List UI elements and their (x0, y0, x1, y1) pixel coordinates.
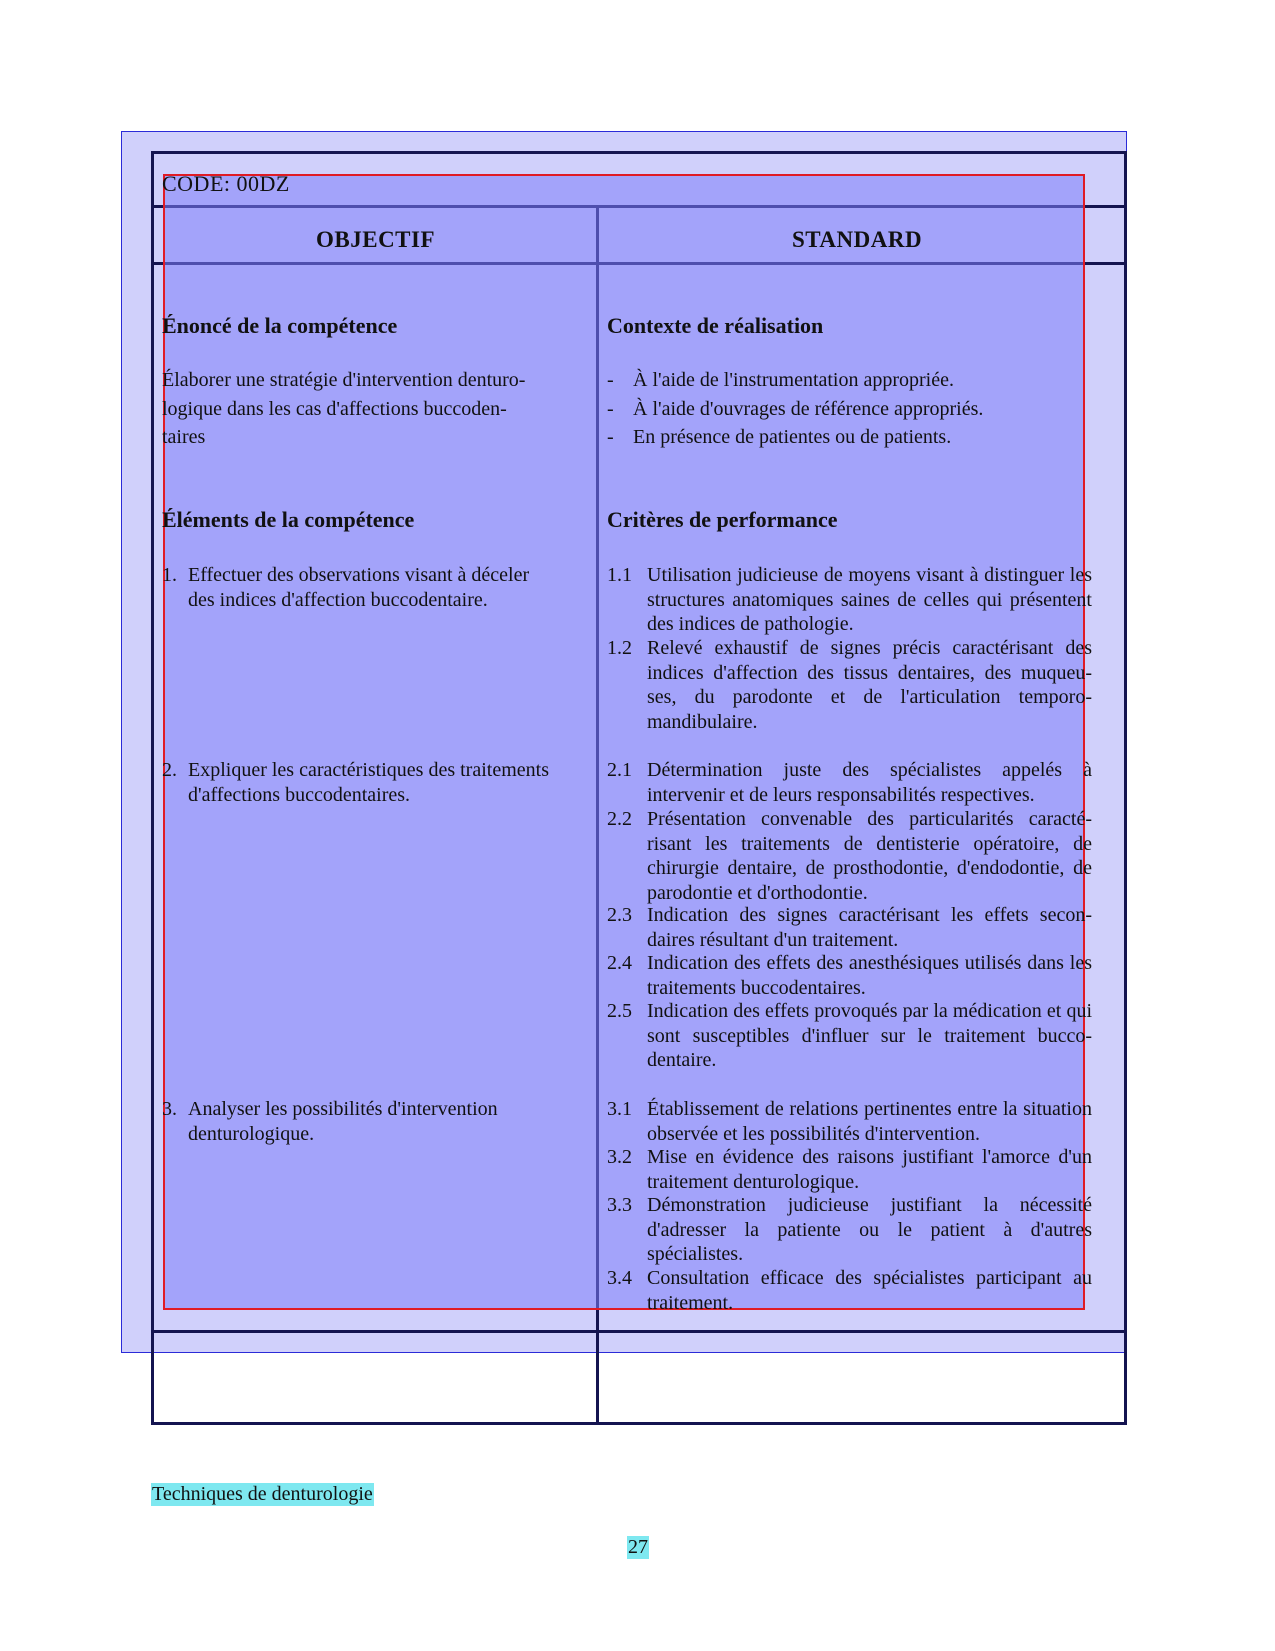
competency-code: CODE: 00DZ (162, 171, 290, 196)
critere-text: Consultation efficace des spécialistes participant au traitement. (647, 1267, 1092, 1314)
critere-text: Indication des signes caractérisant les effets secon-daires résultant d'un traitement. (647, 904, 1092, 951)
critere-number: 3.4 (607, 1267, 632, 1289)
critere-text: Détermination juste des spécialistes appelés à intervenir et de leurs responsabilités respectives. (647, 759, 1092, 806)
element-text: Effectuer des observations visant à déceler des indices d'affection buccodentaire. (188, 564, 530, 611)
critere-text: Indication des effets provoqués par la médication et qui sont susceptibles d'influer sur le traitement bucco-dentaire. (647, 1000, 1092, 1071)
critere-number: 2.1 (607, 759, 632, 781)
element-text: Analyser les possibilités d'intervention denturologique. (188, 1098, 498, 1145)
critere-text: Mise en évidence des raisons justifiant l'amorce d'un traitement denturologique. (647, 1146, 1092, 1193)
critere-text: Indication des effets des anesthésiques utilisés dans les traitements buccodentaires. (647, 952, 1092, 999)
critere-text: Relevé exhaustif de signes précis caractérisant des indices d'affection des tissus dentaires, des muqueu-ses, du parodonte et de l'articulation temporo-mandibulaire. (647, 637, 1092, 733)
element-number: 1. (162, 564, 177, 586)
element-number: 3. (162, 1098, 177, 1120)
header-objectif: OBJECTIF (316, 227, 436, 252)
critere-text: Présentation convenable des particularités caracté-risant les traitements de dentisterie opératoire, de chirurgie dentaire, de prosthodontie, d'endodontie, de parodontie et d'orthodontie. (647, 808, 1092, 904)
critere-text: Établissement de relations pertinentes entre la situation observée et les possibilités d'intervention. (647, 1098, 1092, 1145)
contexte-list (607, 368, 1077, 450)
criteres-title: Critères de performance (607, 507, 838, 532)
elements-title: Éléments de la compétence (162, 507, 415, 532)
contexte-title: Contexte de réalisation (607, 313, 824, 338)
critere-text: Démonstration judicieuse justifiant la nécessité d'adresser la patiente ou le patient à d'autres spécialistes. (647, 1194, 1092, 1265)
enonce-title: Énoncé de la compétence (162, 313, 398, 338)
list-item: - À l'aide de l'instrumentation appropriée. (607, 369, 954, 391)
list-item: - En présence de patientes ou de patients. (607, 426, 952, 448)
element-number: 2. (162, 759, 177, 781)
critere-number: 3.2 (607, 1146, 632, 1168)
critere-text: Utilisation judicieuse de moyens visant à distinguer les structures anatomiques saines de celles qui présentent des indices de pathologie. (647, 564, 1092, 635)
critere-number: 1.2 (607, 637, 632, 659)
table-divider (151, 1330, 1127, 1333)
critere-number: 3.3 (607, 1194, 632, 1216)
list-item: - À l'aide d'ouvrages de référence appropriés. (607, 397, 984, 420)
header-standard: STANDARD (792, 227, 923, 252)
critere-number: 2.2 (607, 808, 632, 830)
enonce-text: Élaborer une stratégie d'intervention denturo- logique dans les cas d'affections buccoden- taires (162, 369, 526, 448)
footer-title: Techniques de denturologie (152, 1483, 373, 1505)
critere-number: 1.1 (607, 564, 632, 586)
element-text: Expliquer les caractéristiques des traitements d'affections buccodentaires. (188, 759, 549, 806)
critere-number: 2.3 (607, 904, 632, 926)
critere-number: 2.5 (607, 1000, 632, 1022)
critere-number: 3.1 (607, 1098, 632, 1120)
page-number: 27 (628, 1536, 648, 1558)
critere-number: 2.4 (607, 952, 632, 974)
